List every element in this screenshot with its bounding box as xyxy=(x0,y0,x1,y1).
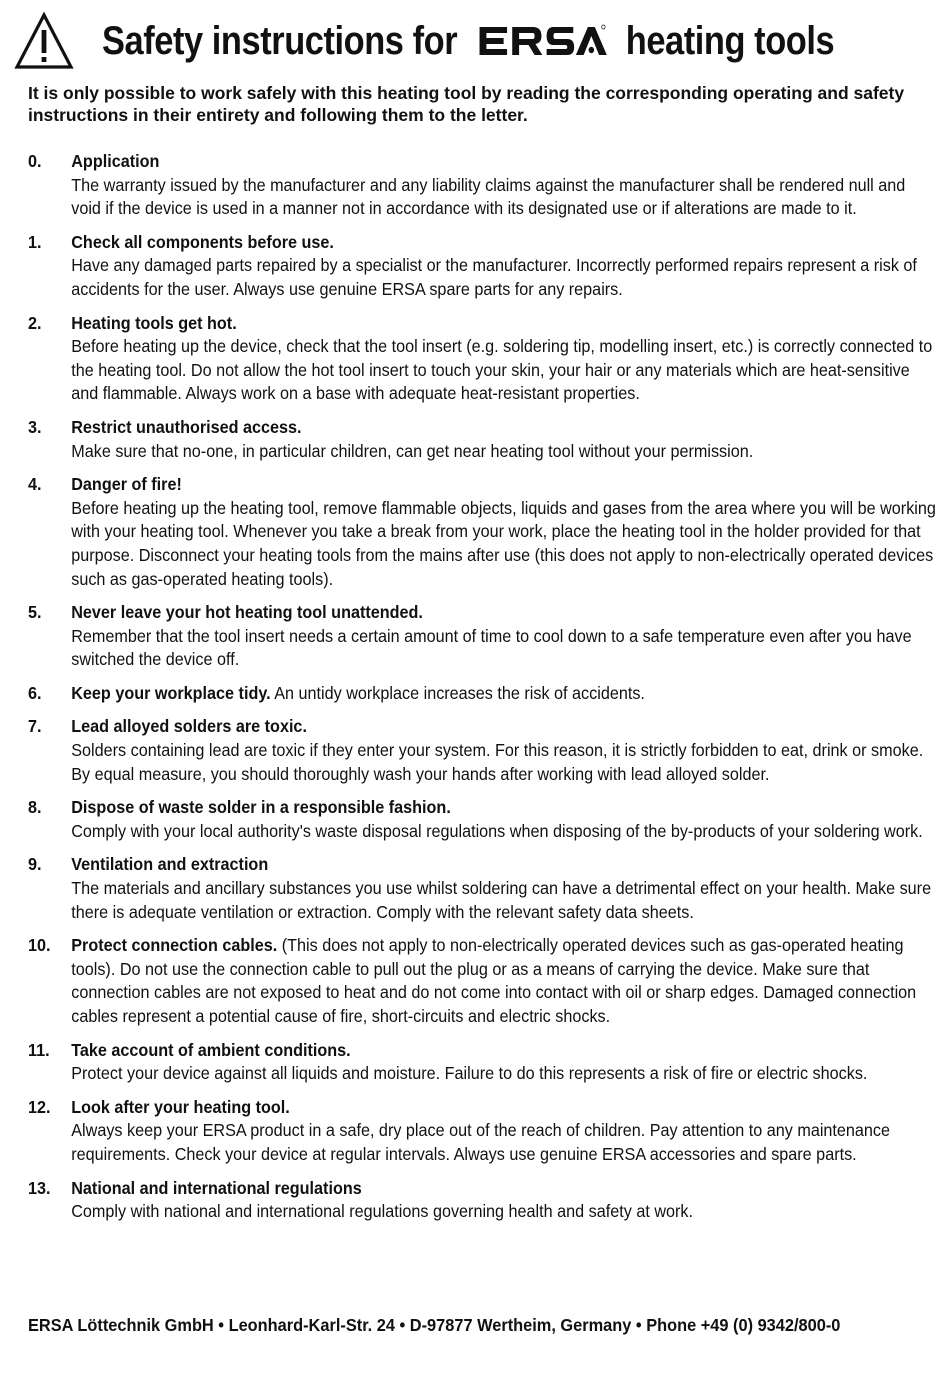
list-item xyxy=(28,1039,939,1086)
item-number: 4. xyxy=(28,474,42,495)
intro-paragraph: It is only possible to work safely with this heating tool by reading the corresponding operating and safety instructions in their entirety and following them to the letter. xyxy=(28,83,905,125)
item-heading: Dispose of waste solder in a responsible fashion. xyxy=(71,797,451,818)
title-suffix: heating tools xyxy=(625,18,835,63)
list-item xyxy=(28,1096,939,1167)
item-body: Have any damaged parts repaired by a specialist or the manufacturer. Incorrectly performed repairs represent a risk of accidents for the user. Always use genuine ERSA spare parts for any repairs. xyxy=(71,255,917,299)
list-item xyxy=(28,416,939,463)
warning-triangle-icon xyxy=(14,12,74,70)
item-heading: Look after your heating tool. xyxy=(71,1096,290,1117)
item-heading: Protect connection cables. xyxy=(71,935,278,956)
item-number: 13. xyxy=(28,1177,51,1198)
list-item xyxy=(28,312,939,406)
list-item xyxy=(28,796,939,843)
item-number: 12. xyxy=(28,1096,51,1117)
item-body: Before heating up the heating tool, remove flammable objects, liquids and gases from the area where you will be working with your heating tool. Whenever you take a break from your work, place the heating tool in the holder provided for that purpose. Disconnect your heating tools from the mains after use (this does not apply to non-electrically operated devices such as gas-operated heating tools). xyxy=(71,497,936,589)
item-body: (This does not apply to non-electrically operated devices such as gas-operated heating tools). Do not use the connection cable to pull out the plug or as a means of carrying the device. Make sure that connection cables are not exposed to heat and do not come into contact with oil or sharp edges. Damaged connection cables represent a potential cause of fire, short-circuits and electric shocks. xyxy=(71,935,917,1026)
item-body: Make sure that no-one, in particular children, can get near heating tool without your permission. xyxy=(71,440,754,461)
item-number: 10. xyxy=(28,935,51,956)
instruction-list xyxy=(28,150,939,1234)
item-heading: Ventilation and extraction xyxy=(71,854,269,875)
item-heading: Application xyxy=(71,151,160,171)
list-item xyxy=(28,853,939,924)
item-number: 9. xyxy=(28,854,42,875)
list-item xyxy=(28,1177,939,1224)
title-prefix: Safety instructions for xyxy=(102,18,458,63)
item-body: The materials and ancillary substances you use whilst soldering can have a detrimental effect on your health. Make sure there is adequate ventilation or extraction. Comply with the relevant safety data sheets. xyxy=(71,878,932,922)
item-body: Protect your device against all liquids and moisture. Failure to do this represents a risk of fire or electric shocks. xyxy=(71,1063,868,1084)
company-address-footer: ERSA Löttechnik GmbH • Leonhard-Karl-Str. 24 • D-97877 Wertheim, Germany • Phone +49 (0) 9342/800-0 xyxy=(28,1315,841,1335)
item-number: 11. xyxy=(28,1039,50,1060)
list-item xyxy=(28,473,939,591)
item-heading: Take account of ambient conditions. xyxy=(71,1039,351,1060)
item-heading: Heating tools get hot. xyxy=(71,312,237,333)
item-number: 7. xyxy=(28,716,42,737)
ersa-logo-mark xyxy=(478,23,607,59)
item-number: 2. xyxy=(28,312,42,333)
item-number: 5. xyxy=(28,602,42,623)
page-header xyxy=(14,10,934,72)
item-heading: Danger of fire! xyxy=(71,474,182,495)
list-item xyxy=(28,715,939,786)
list-item xyxy=(28,150,939,221)
item-number: 6. xyxy=(28,682,42,703)
item-heading: Never leave your hot heating tool unattended. xyxy=(71,602,423,623)
item-heading: Check all components before use. xyxy=(71,231,334,252)
list-item xyxy=(28,682,939,706)
item-body: Solders containing lead are toxic if they enter your system. For this reason, it is strictly forbidden to eat, drink or smoke. By equal measure, you should thoroughly wash your hands after working with lead alloyed solder. xyxy=(71,740,924,784)
page-title xyxy=(102,19,834,64)
item-body: The warranty issued by the manufacturer and any liability claims against the manufacturer shall be rendered null and void if the device is used in a manner not in accordance with its designated use or if alterations are made to it. xyxy=(71,174,906,219)
item-body: An untidy workplace increases the risk of accidents. xyxy=(274,682,645,703)
list-item xyxy=(28,601,939,672)
item-heading: Restrict unauthorised access. xyxy=(71,416,302,437)
item-heading: Lead alloyed solders are toxic. xyxy=(71,716,307,737)
item-body: Comply with your local authority's waste disposal regulations when disposing of the by-products of your soldering work. xyxy=(71,820,923,841)
list-item xyxy=(28,231,939,302)
item-body: Remember that the tool insert needs a certain amount of time to cool down to a safe temperature even after you have switched the device off. xyxy=(71,625,912,670)
ersa-logo xyxy=(478,23,607,59)
item-heading: Keep your workplace tidy. xyxy=(71,682,271,703)
list-item xyxy=(28,934,939,1028)
item-body: Before heating up the device, check that the tool insert (e.g. soldering tip, modelling insert, etc.) is correctly connected to the heating tool. Do not allow the hot tool insert to touch your skin, your hair or any materials which are heat-sensitive and flammable. Always work on a base with adequate heat-resistant properties. xyxy=(71,336,933,404)
item-heading: National and international regulations xyxy=(71,1177,362,1198)
item-body: Always keep your ERSA product in a safe, dry place out of the reach of children. Pay attention to any maintenance requirements. Check your device at regular intervals. Always use genuine ERSA accessories and spare parts. xyxy=(71,1120,891,1164)
item-body: Comply with national and international regulations governing health and safety at work. xyxy=(71,1201,694,1222)
item-number: 8. xyxy=(28,797,42,818)
item-number: 1. xyxy=(28,231,42,252)
item-number: 3. xyxy=(28,416,42,437)
item-number: 0. xyxy=(28,151,42,171)
